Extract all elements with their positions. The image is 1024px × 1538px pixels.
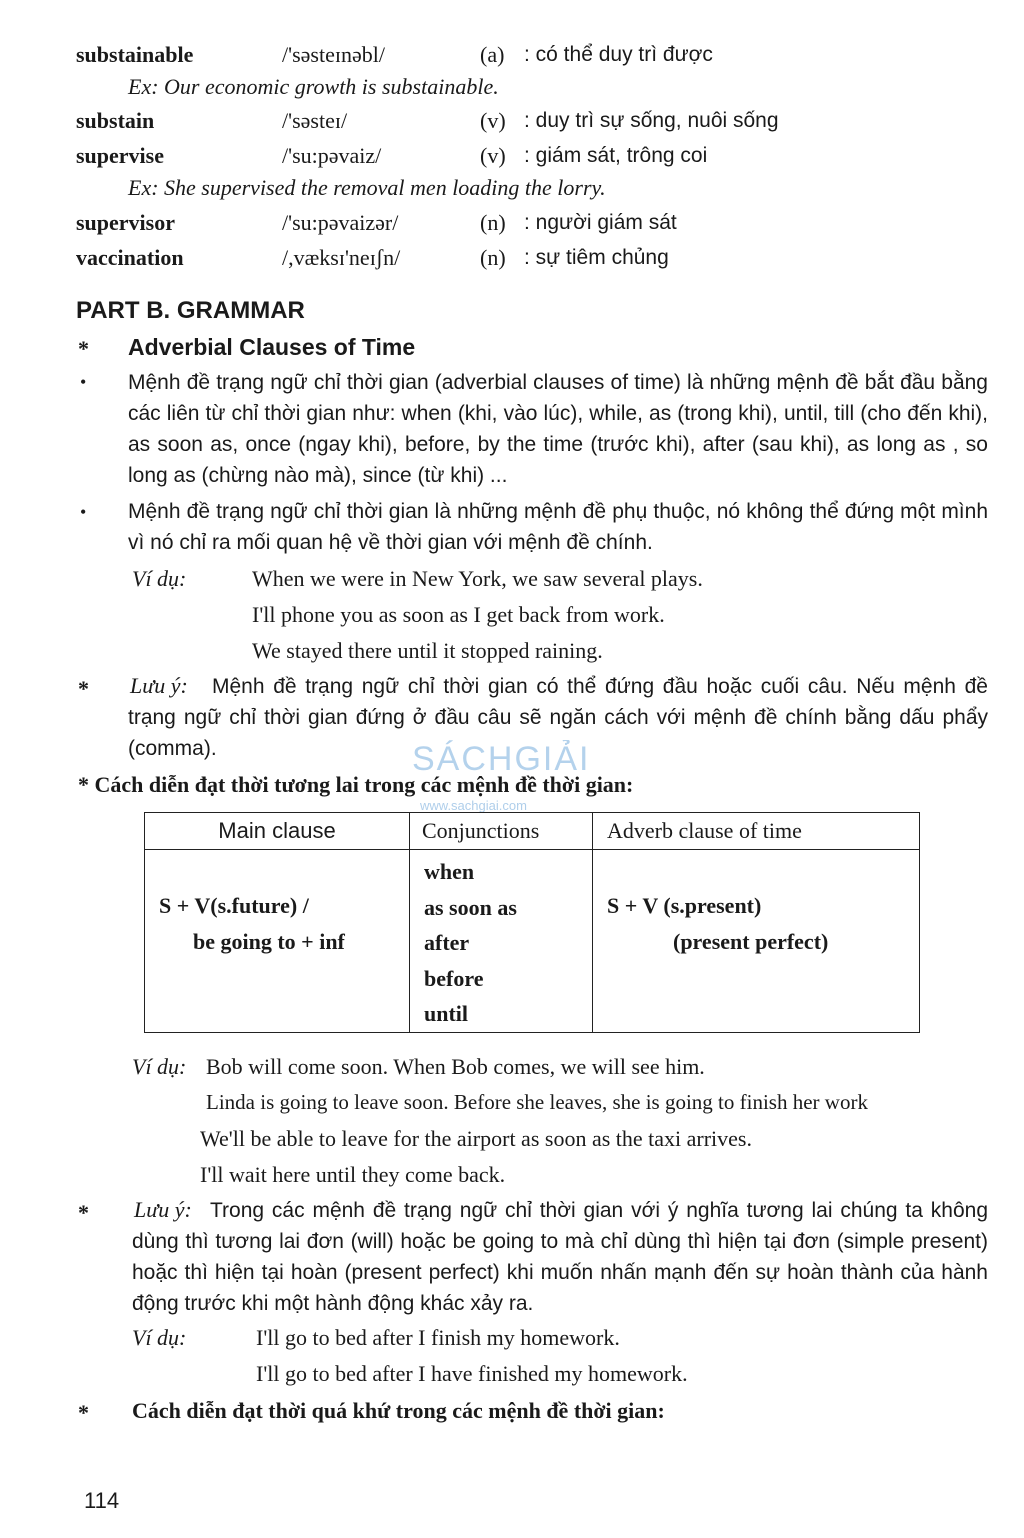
conjunction-item: when [424,859,475,884]
note-label: Lưu ý: [134,1197,192,1222]
conjunction-item: after [424,930,470,955]
example-sentence: I'll go to bed after I have finished my homework. [256,1361,688,1386]
table-row [145,850,920,1033]
vocab-pos: (n) [480,245,506,270]
vocab-ipa: /'su:pəvaiz/ [282,143,382,168]
note-label: Lưu ý: [130,673,188,698]
example-sentence: I'll go to bed after I finish my homework. [256,1325,620,1350]
example-sentence: Linda is going to leave soon. Before she leaves, she is going to finish her work [206,1090,868,1114]
table-header-row [145,813,920,850]
star-bullet-icon: * [78,1400,89,1425]
example-sentence: We'll be able to leave for the airport as soon as the taxi arrives. [200,1126,752,1151]
conjunction-item: until [424,1001,469,1026]
note-paragraph: Mệnh đề trạng ngữ chỉ thời gian có thể đứng đầu hoặc cuối câu. Nếu mệnh đề trạng ngữ chỉ thời gian đứng ở đầu câu sẽ ngăn cách với mệnh đề chính bằng dấu phẩy (comma). [128,675,988,760]
adverb-clause-line: (present perfect) [673,929,829,954]
vocab-ipa: /,væksɪ'neɪʃn/ [282,245,401,270]
vocab-pos: (v) [480,108,506,133]
page-number: 114 [84,1488,120,1513]
vocab-meaning: : sự tiêm chủng [524,246,669,269]
vocab-meaning: : duy trì sự sống, nuôi sống [524,109,779,132]
vocab-example: Ex: She supervised the removal men loading the lorry. [128,175,606,200]
vocab-pos: (a) [480,42,505,67]
adverb-clause-line: S + V (s.present) [607,893,762,918]
vocab-example: Ex: Our economic growth is substainable. [128,74,499,99]
main-clause-cell [145,850,410,1033]
main-clause-line: be going to + inf [193,929,345,954]
bullet-dot-icon: • [80,502,87,522]
vocab-word: substain [76,108,155,133]
conjunction-item: before [424,965,484,991]
watermark-url: www.sachgiai.com [420,798,527,813]
example-sentence: We stayed there until it stopped raining. [252,638,603,663]
vocab-word: substainable [76,42,194,67]
column-header: Adverb clause of time [593,813,920,850]
conjunctions-cell [410,850,593,1033]
vocab-word: vaccination [76,245,184,270]
vocab-meaning: : giám sát, trông coi [524,144,708,167]
star-bullet-icon: * [78,336,89,361]
example-sentence: Bob will come soon. When Bob comes, we will see him. [206,1054,705,1079]
example-label: Ví dụ: [132,1325,187,1350]
example-sentence: I'll wait here until they come back. [200,1162,506,1187]
example-label: Ví dụ: [132,566,187,591]
tense-table [144,812,920,1033]
future-heading: * Cách diễn đạt thời tương lai trong các mệnh đề thời gian: [78,772,634,797]
vocab-word: supervisor [76,210,175,235]
star-bullet-icon: * [78,676,89,701]
section-title: Adverbial Clauses of Time [128,334,416,360]
vocab-word: supervise [76,143,164,168]
definition-paragraph: Mệnh đề trạng ngữ chỉ thời gian (adverbial clauses of time) là những mệnh đề bắt đầu bằng các liên từ chỉ thời gian như: when (khi, vào lúc), while, as (trong khi), until, till (cho đến khi), as soon as, once (ngay khi), before, by the time (trước khi), after (sau khi), as long as , so long as (chừng nào mà), since (từ khi) ... [128,371,988,487]
vocab-meaning: : có thể duy trì được [524,43,713,66]
star-bullet-icon: * [78,1200,89,1225]
vocab-meaning: : người giám sát [524,211,677,234]
example-label: Ví dụ: [132,1054,187,1079]
example-sentence: When we were in New York, we saw several plays. [252,566,703,591]
conjunction-item: as soon as [424,894,517,920]
vocab-ipa: /'səsteɪnəbl/ [282,42,385,67]
adverb-clause-cell [593,850,920,1033]
vocab-pos: (v) [480,143,506,168]
vocab-ipa: /'səsteɪ/ [282,108,348,133]
vocab-ipa: /'su:pəvaizər/ [282,210,399,235]
vocab-pos: (n) [480,210,506,235]
dependency-paragraph: Mệnh đề trạng ngữ chỉ thời gian là những mệnh đề phụ thuộc, nó không thể đứng một mình vì nó chỉ ra mối quan hệ về thời gian với mệnh đề chính. [128,500,988,554]
column-header: Conjunctions [410,813,593,850]
column-header: Main clause [145,813,410,850]
example-sentence: I'll phone you as soon as I get back from work. [252,602,665,627]
note-paragraph: Trong các mệnh đề trạng ngữ chỉ thời gian với ý nghĩa tương lai chúng ta không dùng thì tương lai đơn (will) hoặc be going to mà chỉ dùng thì hiện tại đơn (simple present) hoặc thì hiện tại hoàn (present perfect) khi muốn nhấn mạnh đến sự hoàn thành của hành động trước khi một hành động khác xảy ra. [132,1199,988,1315]
main-clause-line: S + V(s.future) / [159,893,309,918]
past-heading: Cách diễn đạt thời quá khứ trong các mệnh đề thời gian: [132,1398,665,1423]
part-title: PART B. GRAMMAR [76,297,305,324]
bullet-dot-icon: • [80,372,87,392]
watermark-logo: SÁCHGIẢI [412,740,591,778]
